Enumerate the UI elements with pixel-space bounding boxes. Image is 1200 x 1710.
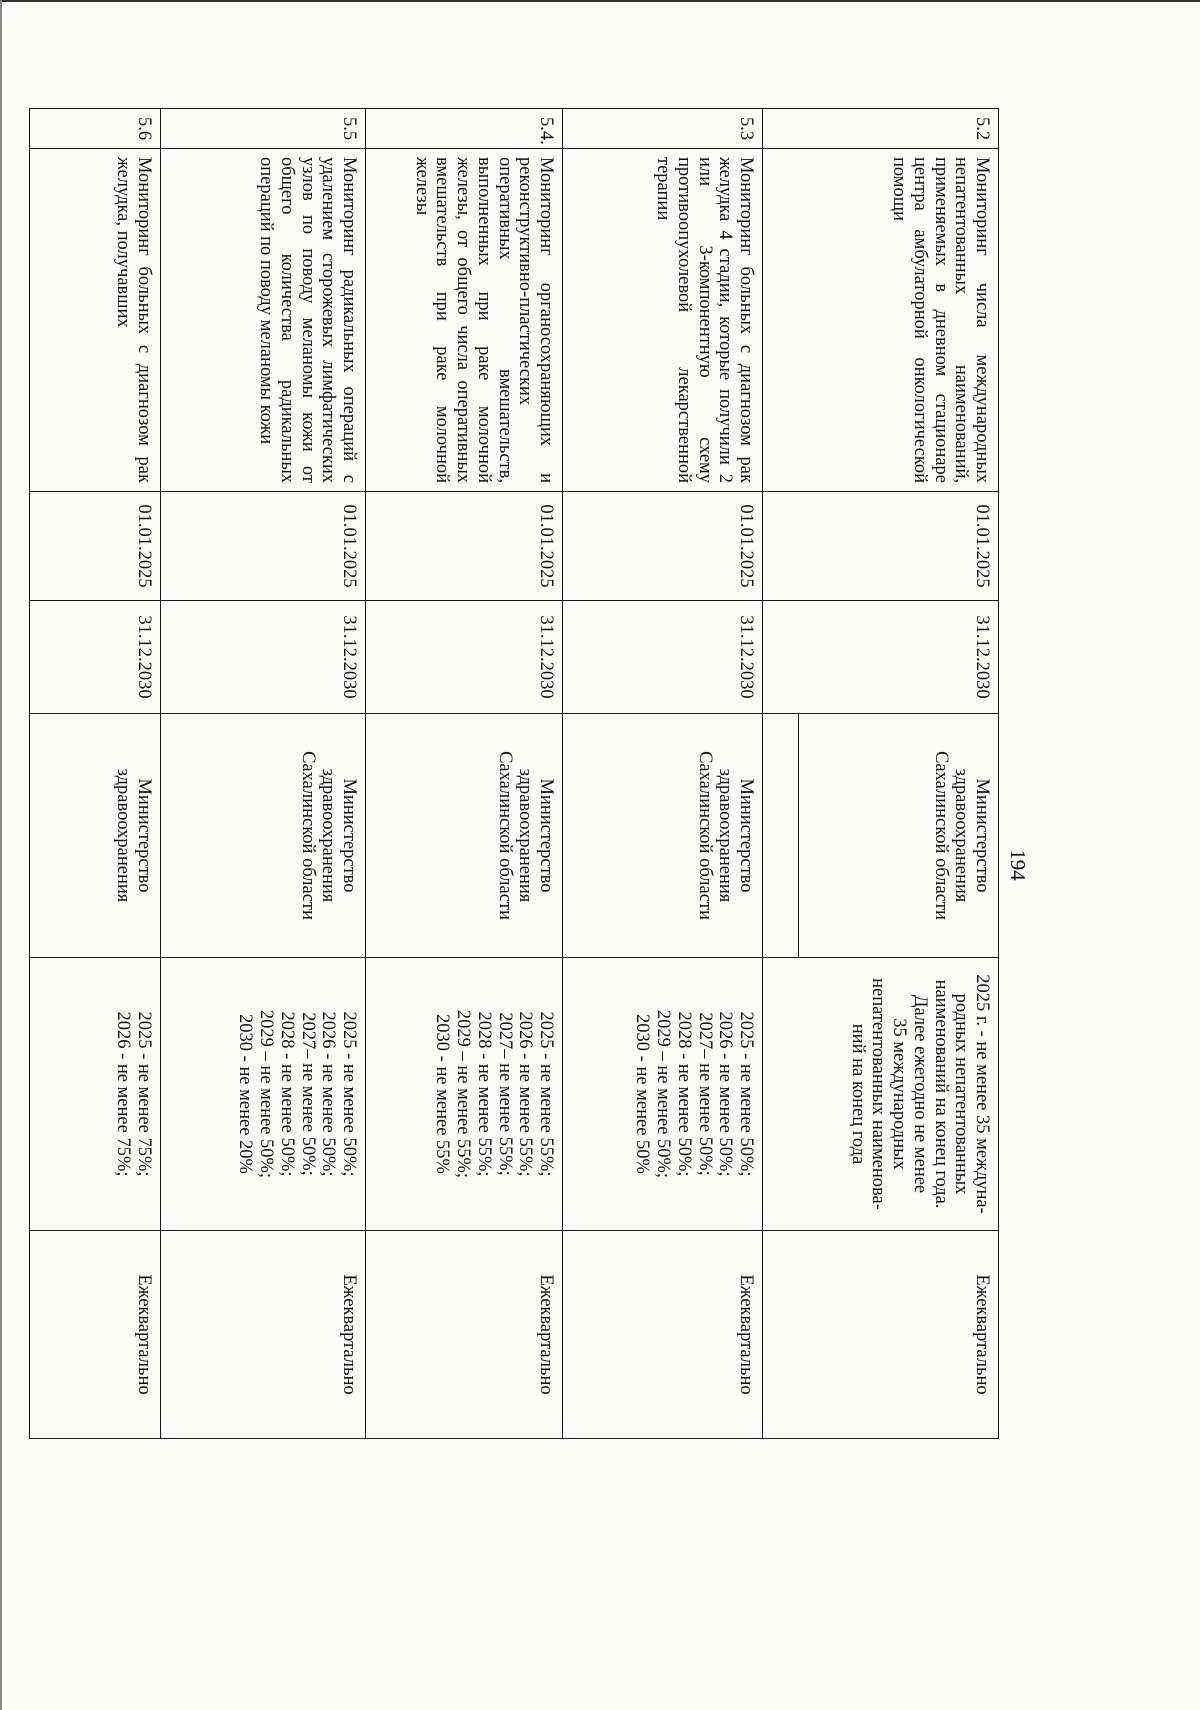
target-line: 2025 - не менее 75%; <box>134 1011 154 1177</box>
measure-description: Мониторинг больных с диагнозом рак желудка 4 стадии, которые получили 2 или 3-компонентную схему противоопухолевой лекарственной терапии <box>563 149 763 492</box>
target-line: 2025 - не менее 50%; <box>339 1011 359 1177</box>
target-line: 2028 - не менее 50%; <box>276 1011 297 1177</box>
end-date: 31.12.2030 <box>366 601 563 714</box>
target-line: ний на конец года <box>847 1023 868 1165</box>
target-line: 2027– не менее 50%; <box>694 1012 715 1176</box>
table-row <box>161 109 366 1439</box>
target-line: 2030 - не менее 55% <box>432 1014 453 1174</box>
target-line: 2027– не менее 55%; <box>494 1012 515 1176</box>
table-row <box>366 109 563 1439</box>
responsible-org: Министерство здравоохранения Сахалинской области <box>563 714 763 958</box>
measure-description: Мониторинг органосохраняющих и реконструктивно-пластических оперативных вмешательств, выполненных при раке молочной железы, от общего числа оперативных вмешательств при раке молочной железы <box>366 149 563 492</box>
target-line: 35 международных <box>889 1018 910 1170</box>
target-line: 2025 - не менее 55%; <box>536 1011 556 1177</box>
row-number: 5.2 <box>763 109 999 149</box>
end-date: 31.12.2030 <box>161 601 366 714</box>
row-number: 5.6 <box>30 109 161 149</box>
target-line: 2028 - не менее 55%; <box>473 1011 494 1177</box>
target-line: 2029 – не менее 50%; <box>256 1009 277 1179</box>
empty-cell <box>763 714 799 958</box>
target-line: 2029 – не менее 55%; <box>453 1009 474 1179</box>
target-line: 2025 г. - не менее 35 междуна- <box>972 974 992 1214</box>
target-line: 2025 - не менее 50%; <box>736 1011 756 1177</box>
end-date: 31.12.2030 <box>563 601 763 714</box>
target-line: 2026 - не менее 50%; <box>715 1011 736 1177</box>
end-date: 31.12.2030 <box>30 601 161 714</box>
target-values <box>30 958 161 1231</box>
start-date: 01.01.2025 <box>763 492 999 601</box>
table-row <box>799 109 999 1439</box>
target-line: 2027– не менее 50%; <box>297 1012 318 1176</box>
target-line: 2030 - не менее 50% <box>632 1014 653 1174</box>
responsible-org: Министерство здравоохранения <box>30 714 161 958</box>
target-line: 2029 – не менее 50%; <box>653 1009 674 1179</box>
target-values <box>563 958 763 1231</box>
reporting-period: Ежеквартально <box>563 1231 763 1439</box>
target-line: родных непатентованных <box>951 993 972 1195</box>
target-line: 2030 - не менее 20% <box>235 1014 256 1174</box>
target-line: Далее ежегодно не менее <box>909 994 930 1194</box>
measure-description: Мониторинг больных с диагнозом рак желудка, получавших <box>30 149 161 492</box>
responsible-org: Министерство здравоохранения Сахалинской области <box>799 714 999 958</box>
target-values <box>763 958 999 1231</box>
responsible-org: Министерство здравоохранения Сахалинской области <box>161 714 366 958</box>
start-date: 01.01.2025 <box>563 492 763 601</box>
row-number: 5.5 <box>161 109 366 149</box>
start-date: 01.01.2025 <box>366 492 563 601</box>
reporting-period: Ежеквартально <box>763 1231 999 1439</box>
responsible-org: Министерство здравоохранения Сахалинской области <box>366 714 563 958</box>
page-number: 194 <box>1006 849 1030 881</box>
target-values <box>366 958 563 1231</box>
target-line: 2026 - не менее 55%; <box>515 1011 536 1177</box>
target-line: 2028 - не менее 50%; <box>673 1011 694 1177</box>
target-line: 2026 - не менее 75%; <box>113 1011 134 1177</box>
start-date: 01.01.2025 <box>30 492 161 601</box>
reporting-period: Ежеквартально <box>161 1231 366 1439</box>
target-line: 2026 - не менее 50%; <box>318 1011 339 1177</box>
table-row <box>563 109 763 1439</box>
measure-description: Мониторинг радикальных операций с удалением сторожевых лимфатических узлов по поводу меланомы кожи от общего количества радикальных операций по поводу меланомы кожи <box>161 149 366 492</box>
target-line: наименований на конец года. <box>930 979 951 1209</box>
row-number: 5.3 <box>563 109 763 149</box>
target-values <box>161 958 366 1231</box>
start-date: 01.01.2025 <box>161 492 366 601</box>
target-line: непатентованных наименова- <box>868 978 889 1210</box>
measures-table <box>29 108 999 1439</box>
end-date: 31.12.2030 <box>763 601 999 714</box>
measure-description: Мониторинг числа международных непатентованных наименований, применяемых в дневном стационаре центра амбулаторной онкологической помощи <box>763 149 999 492</box>
row-number: 5.4. <box>366 109 563 149</box>
table-row <box>30 109 161 1439</box>
reporting-period: Ежеквартально <box>366 1231 563 1439</box>
reporting-period: Ежеквартально <box>30 1231 161 1439</box>
